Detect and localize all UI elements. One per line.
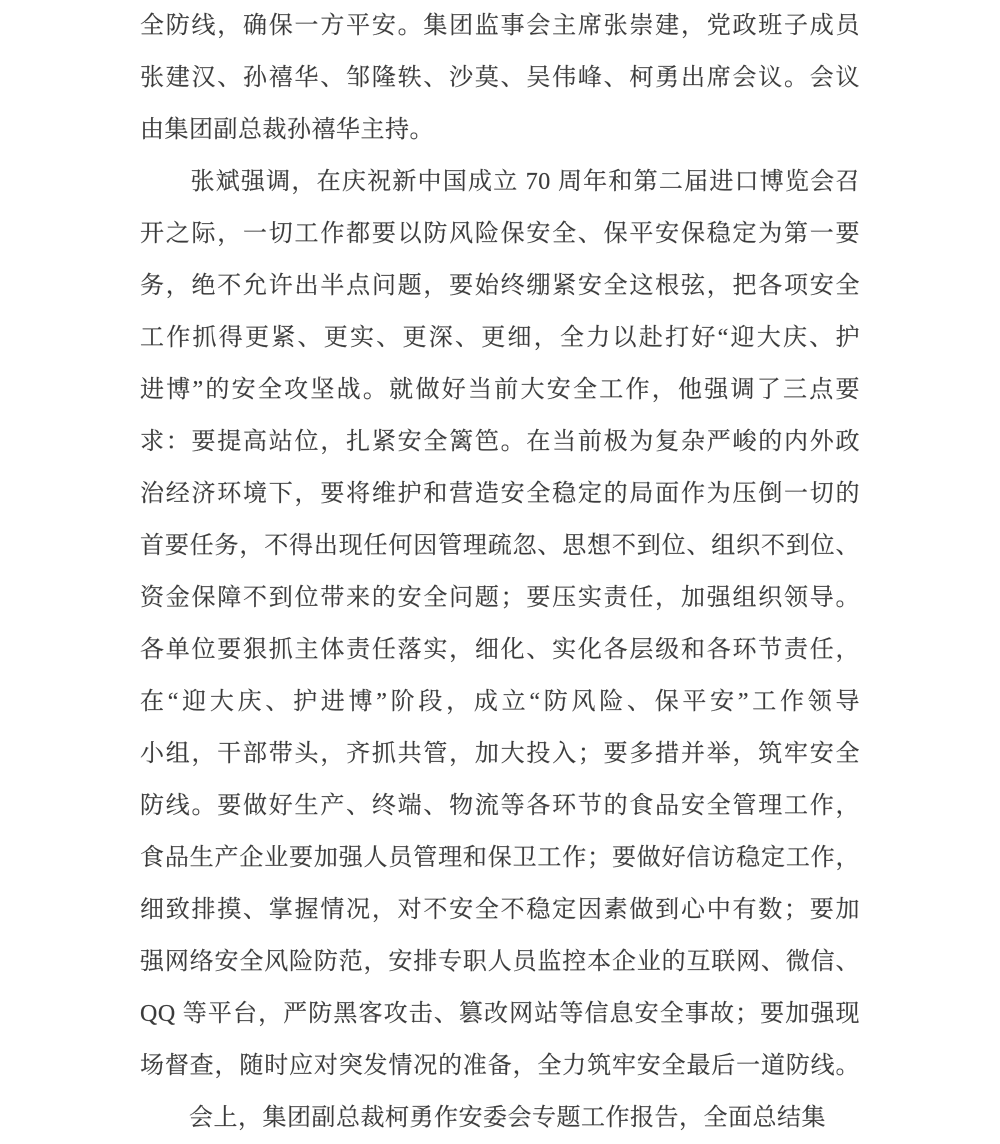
text-line: 求：要提高站位，扎紧安全篱笆。在当前极为复杂严峻的内外政 bbox=[140, 429, 860, 455]
text-line: 在“迎大庆、护进博”阶段，成立“防风险、保平安”工作领导 bbox=[140, 689, 860, 715]
text-line: 食品生产企业要加强人员管理和保卫工作；要做好信访稳定工作， bbox=[140, 845, 860, 871]
text-line: 细致排摸、掌握情况，对不安全不稳定因素做到心中有数；要加 bbox=[140, 897, 860, 923]
text-line: 强网络安全风险防范，安排专职人员监控本企业的互联网、微信、 bbox=[140, 949, 860, 975]
text-line: 张建汉、孙禧华、邹隆轶、沙莫、吴伟峰、柯勇出席会议。会议 bbox=[140, 65, 860, 91]
text-line: 进博”的安全攻坚战。就做好当前大安全工作，他强调了三点要 bbox=[140, 377, 860, 403]
text-line: 首要任务，不得出现任何因管理疏忽、思想不到位、组织不到位、 bbox=[140, 533, 860, 559]
document-text-block bbox=[140, 0, 860, 1144]
text-line paragraph-start: 会上，集团副总裁柯勇作安委会专题工作报告，全面总结集 bbox=[140, 1105, 826, 1131]
text-line: 全防线，确保一方平安。集团监事会主席张崇建，党政班子成员 bbox=[140, 13, 860, 39]
text-line: 资金保障不到位带来的安全问题；要压实责任，加强组织领导。 bbox=[140, 585, 860, 611]
text-line: 开之际，一切工作都要以防风险保安全、保平安保稳定为第一要 bbox=[140, 221, 860, 247]
text-line: 各单位要狠抓主体责任落实，细化、实化各层级和各环节责任， bbox=[140, 637, 860, 663]
text-line paragraph-end: 由集团副总裁孙禧华主持。 bbox=[140, 117, 434, 143]
text-line: 治经济环境下，要将维护和营造安全稳定的局面作为压倒一切的 bbox=[140, 481, 860, 507]
text-line: 工作抓得更紧、更实、更深、更细，全力以赴打好“迎大庆、护 bbox=[140, 325, 860, 351]
text-line paragraph-start: 张斌强调，在庆祝新中国成立 70 周年和第二届进口博览会召 bbox=[140, 169, 860, 195]
text-line: QQ 等平台，严防黑客攻击、篡改网站等信息安全事故；要加强现 bbox=[140, 1001, 860, 1027]
text-line: 场督查，随时应对突发情况的准备，全力筑牢安全最后一道防线。 bbox=[140, 1053, 860, 1079]
text-line: 防线。要做好生产、终端、物流等各环节的食品安全管理工作， bbox=[140, 793, 860, 819]
text-line: 小组，干部带头，齐抓共管，加大投入；要多措并举，筑牢安全 bbox=[140, 741, 860, 767]
text-line: 务，绝不允许出半点问题，要始终绷紧安全这根弦，把各项安全 bbox=[140, 273, 860, 299]
